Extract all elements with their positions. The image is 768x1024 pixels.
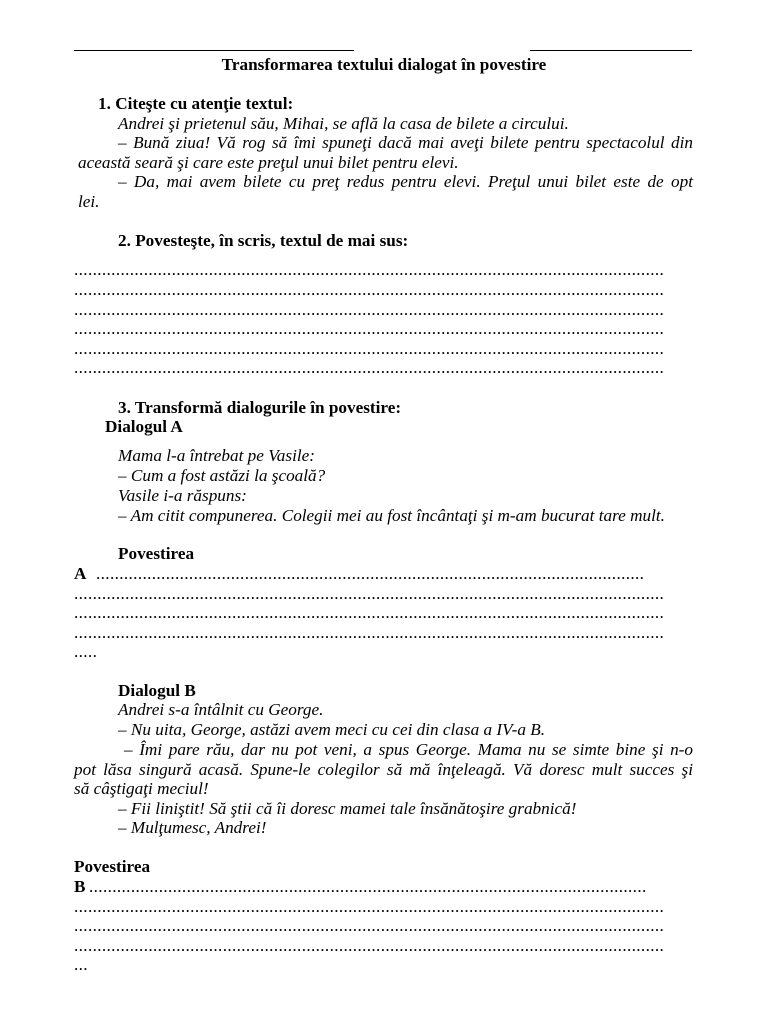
dialog-b-line: să câştigaţi meciul!	[74, 779, 209, 798]
writing-line[interactable]: ...............................................................................................................................	[74, 319, 665, 338]
page-title: Transformarea textului dialogat în povestire	[221, 55, 547, 74]
writing-line[interactable]: ...............................................................................................................................	[74, 623, 665, 642]
text-line: – Bună ziua! Vă rog să îmi spuneţi dacă mai aveţi bilete pentru spectacolul din	[118, 133, 693, 152]
text-line: lei.	[78, 192, 100, 211]
writing-line[interactable]: ...	[74, 955, 88, 974]
exercise-3-heading: 3. Transformă dialogurile în povestire:	[118, 398, 402, 417]
story-b-label: Povestirea	[74, 857, 151, 876]
exercise-1-heading: 1. Citeşte cu atenţie textul:	[98, 94, 294, 113]
dialog-b-label: Dialogul B	[118, 681, 196, 700]
writing-line[interactable]: ...............................................................................................................................	[74, 897, 665, 916]
writing-line[interactable]: ...............................................................................................................................	[74, 916, 665, 935]
dialog-b-line: pot lăsa singură acasă. Spune-le colegilor să mă înţeleagă. Vă doresc mult succes şi	[74, 760, 693, 779]
dialog-b-line: – Fii liniştit! Să ştii că îi doresc mamei tale însănătoşire grabnică!	[118, 799, 577, 818]
writing-line[interactable]: ...............................................................................................................................	[74, 603, 665, 622]
writing-line[interactable]: .....	[74, 642, 98, 661]
dialog-b-line: – Îmi pare rău, dar nu pot veni, a spus George. Mama nu se simte bine şi n-o	[124, 740, 693, 759]
writing-line[interactable]: ......................................................................................................................	[96, 564, 645, 583]
dialog-b-line: – Nu uita, George, astăzi avem meci cu cei din clasa a IV-a B.	[118, 720, 546, 739]
dialog-b-line: – Mulţumesc, Andrei!	[118, 818, 267, 837]
story-b-letter: B	[74, 877, 86, 896]
text-line: – Da, mai avem bilete cu preţ redus pentru elevi. Preţul unui bilet este de opt	[118, 172, 693, 191]
dialog-b-line: Andrei s-a întâlnit cu George.	[118, 700, 324, 719]
dialog-a-line: Mama l-a întrebat pe Vasile:	[118, 446, 315, 465]
writing-line[interactable]: ...............................................................................................................................	[74, 584, 665, 603]
date-blank-line	[530, 50, 692, 51]
dialog-a-label: Dialogul A	[105, 417, 183, 436]
writing-line[interactable]: ...............................................................................................................................	[74, 339, 665, 358]
name-blank-line	[74, 50, 354, 51]
writing-line[interactable]: ...............................................................................................................................	[74, 280, 665, 299]
exercise-2-heading: 2. Povesteşte, în scris, textul de mai sus:	[118, 231, 409, 250]
writing-line[interactable]: ...............................................................................................................................	[74, 936, 665, 955]
writing-line[interactable]: ...............................................................................................................................	[74, 358, 665, 377]
story-a-letter: A	[74, 564, 87, 583]
text-line: Andrei şi prietenul său, Mihai, se află la casa de bilete a circului.	[118, 114, 569, 133]
story-a-label: Povestirea	[118, 544, 195, 563]
dialog-a-line: – Cum a fost astăzi la şcoală?	[118, 466, 326, 485]
dialog-a-line: – Am citit compunerea. Colegii mei au fost încântaţi şi m-am bucurat tare mult.	[118, 506, 665, 525]
writing-line[interactable]: ...............................................................................................................................	[74, 300, 665, 319]
writing-line[interactable]: ........................................................................................................................	[89, 877, 647, 896]
dialog-a-line: Vasile i-a răspuns:	[118, 486, 247, 505]
text-line: această seară şi care este preţul unui bilet pentru elevi.	[78, 153, 459, 172]
writing-line[interactable]: ...............................................................................................................................	[74, 260, 665, 279]
